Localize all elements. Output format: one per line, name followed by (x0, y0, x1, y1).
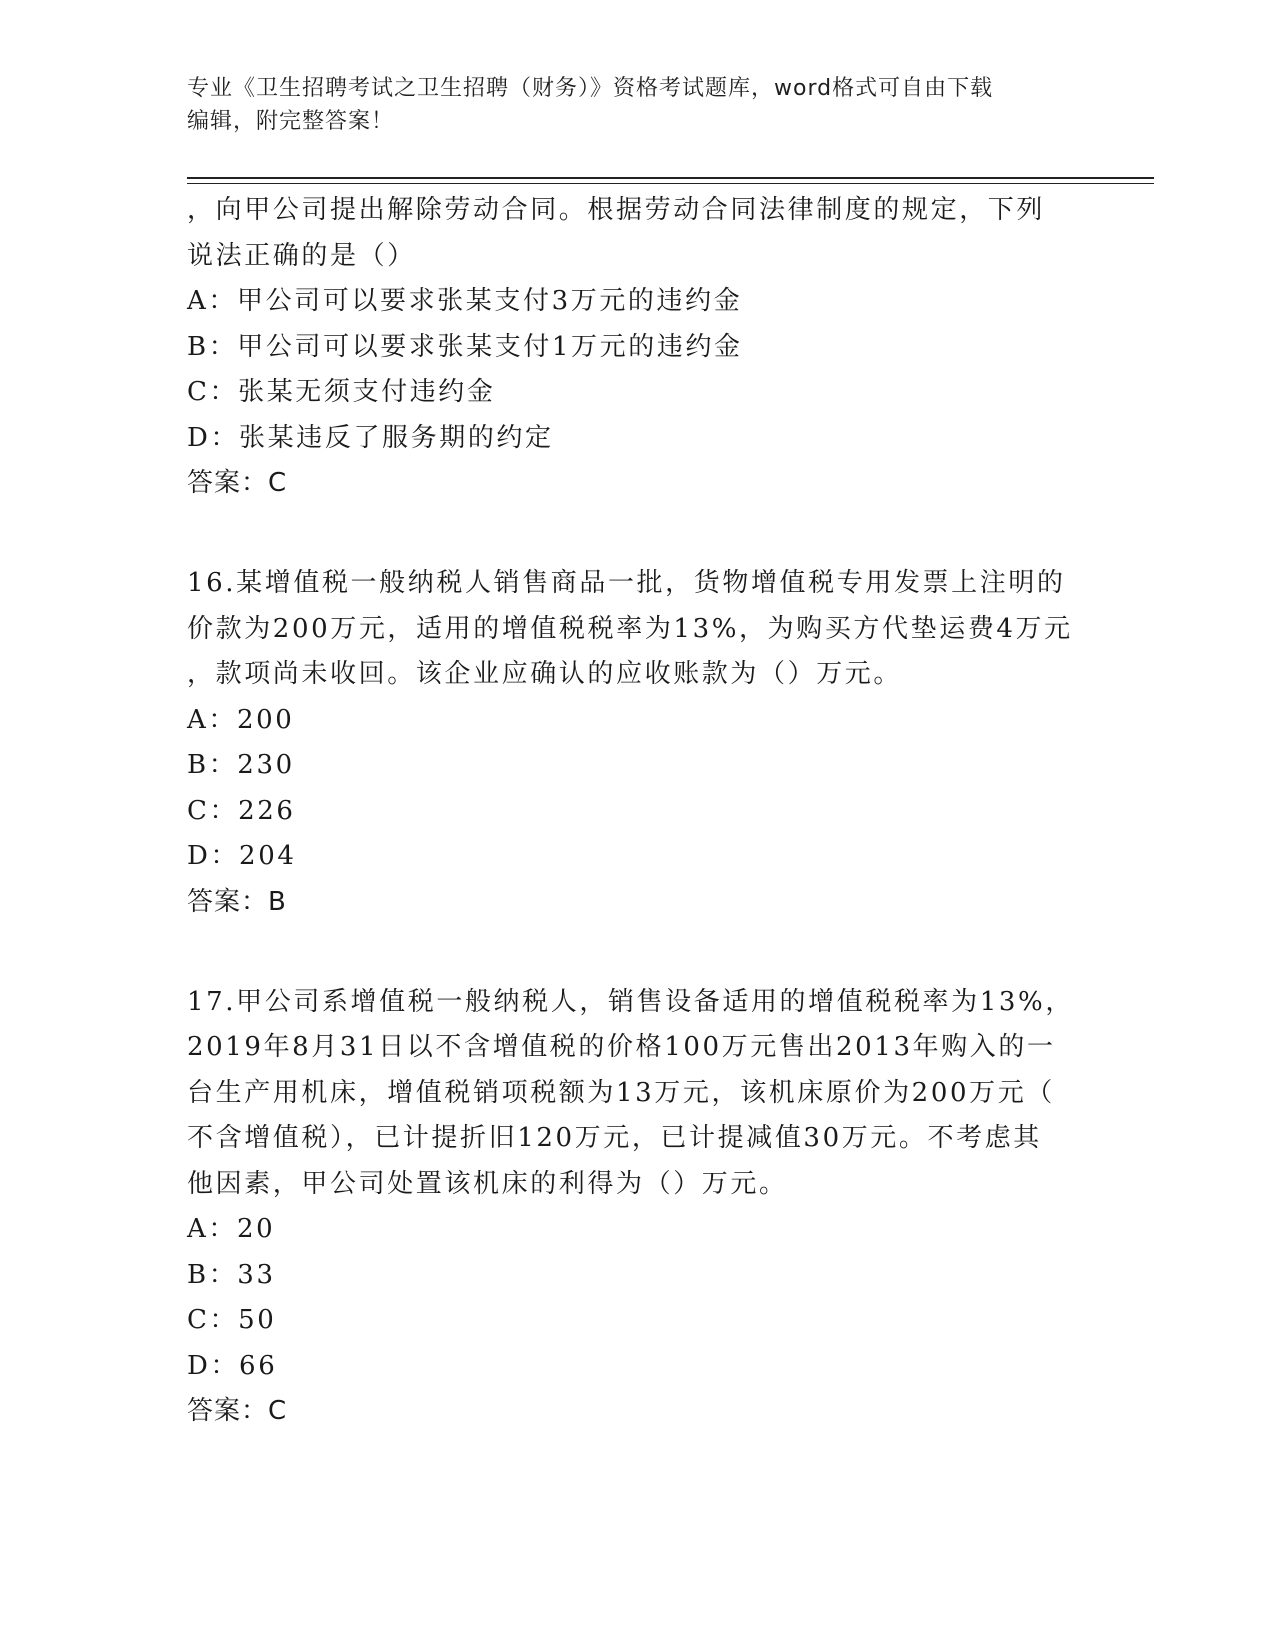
question-stem-line: 说法正确的是（） (187, 240, 416, 271)
question-content (187, 188, 1087, 1434)
question-stem-line: ，款项尚未收回。该企业应确认的应收账款为（）万元。 (187, 659, 903, 689)
header-line-1: 专业《卫生招聘考试之卫生招聘（财务）》资格考试题库，word格式可自由下载 (187, 76, 994, 101)
option-a: A：200 (187, 704, 295, 735)
option-b: B：33 (187, 1259, 276, 1290)
header-line-2: 编辑，附完整答案！ (187, 109, 395, 134)
option-c: C：张某无须支付违约金 (187, 377, 496, 407)
question-stem-line: 2019年8月31日以不含增值税的价格100万元售出2013年购入的一 (187, 1032, 1056, 1062)
option-c: C：50 (187, 1305, 277, 1335)
question-stem-line: 16.某增值税一般纳税人销售商品一批，货物增值税专用发票上注明的 (187, 568, 1066, 598)
question-16 (187, 561, 1087, 925)
question-stem-line: ，向甲公司提出解除劳动合同。根据劳动合同法律制度的规定，下列 (187, 195, 1046, 225)
question-17 (187, 980, 1087, 1435)
document-header (187, 72, 1087, 138)
question-spacer (187, 925, 1087, 980)
option-a: A：20 (187, 1214, 276, 1244)
question-stem-line: 17.甲公司系增值税一般纳税人，销售设备适用的增值税税率为13%， (187, 986, 1074, 1017)
question-stem-line: 不含增值税），已计提折旧120万元，已计提减值30万元。不考虑其 (187, 1123, 1042, 1153)
option-b: B：甲公司可以要求张某支付1万元的违约金 (187, 331, 743, 362)
question-stem-line: 他因素，甲公司处置该机床的利得为（）万元。 (187, 1168, 788, 1199)
option-d: D：张某违反了服务期的约定 (187, 422, 554, 453)
option-d: D：66 (187, 1350, 278, 1381)
question-stem-line: 台生产用机床，增值税销项税额为13万元，该机床原价为200万元（ (187, 1077, 1055, 1108)
option-d: D：204 (187, 841, 297, 871)
answer-line: 答案：C (187, 468, 288, 498)
option-c: C：226 (187, 795, 296, 826)
option-a: A：甲公司可以要求张某支付3万元的违约金 (187, 286, 743, 316)
option-b: B：230 (187, 750, 295, 780)
question-spacer (187, 506, 1087, 561)
answer-line: 答案：C (187, 1396, 288, 1426)
answer-line: 答案：B (187, 886, 287, 917)
header-divider-thick (187, 177, 1154, 179)
header-divider-thin (187, 183, 1154, 184)
question-15 (187, 188, 1087, 506)
question-stem-line: 价款为200万元，适用的增值税税率为13%，为购买方代垫运费4万元 (187, 613, 1073, 644)
